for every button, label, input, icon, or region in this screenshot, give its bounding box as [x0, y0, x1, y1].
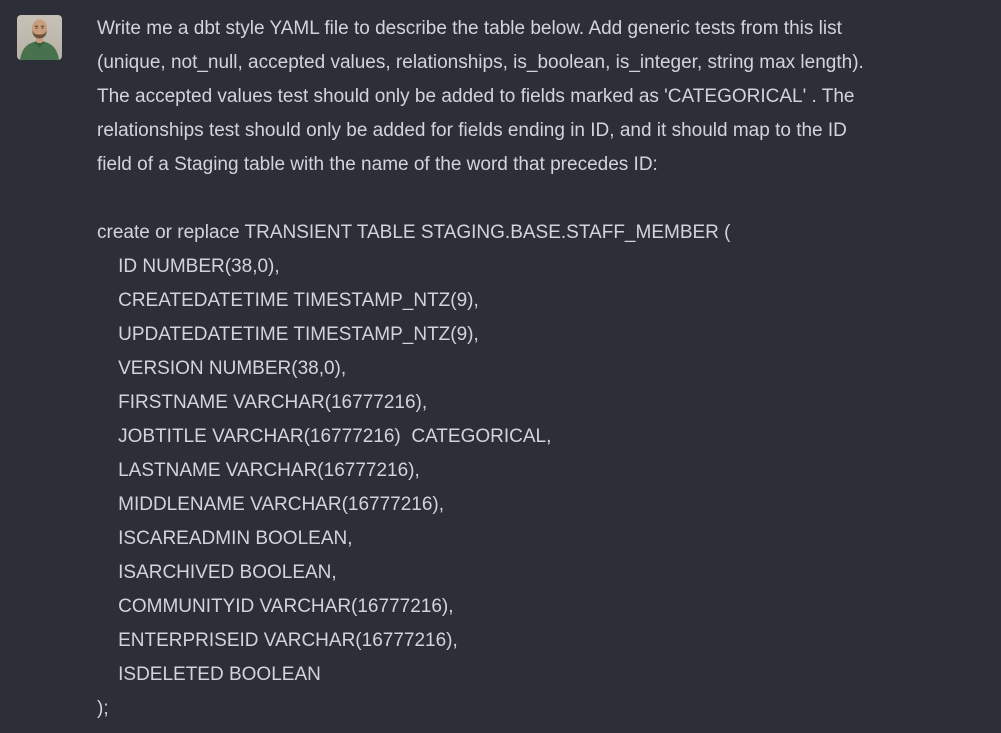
text-line: relationships test should only be added for fields ending in ID, and it should map to the ID [97, 120, 847, 141]
prompt-text [97, 12, 997, 182]
text-line: CREATEDATETIME TIMESTAMP_NTZ(9), [97, 290, 479, 311]
text-line: create or replace TRANSIENT TABLE STAGING.BASE.STAFF_MEMBER ( [97, 222, 731, 243]
text-line: ISCAREADMIN BOOLEAN, [97, 528, 353, 549]
text-line: ); [97, 698, 109, 719]
user-avatar-image [17, 15, 62, 60]
text-line: ID NUMBER(38,0), [97, 256, 280, 277]
text-line: field of a Staging table with the name of the word that precedes ID: [97, 154, 658, 175]
user-avatar [17, 15, 62, 60]
text-line: MIDDLENAME VARCHAR(16777216), [97, 494, 445, 515]
message-content [97, 12, 997, 726]
text-line: ISARCHIVED BOOLEAN, [97, 562, 337, 583]
sql-table-definition [97, 216, 997, 726]
text-line: JOBTITLE VARCHAR(16777216) CATEGORICAL, [97, 426, 552, 447]
text-line: COMMUNITYID VARCHAR(16777216), [97, 596, 454, 617]
text-line: ISDELETED BOOLEAN [97, 664, 321, 685]
text-line: FIRSTNAME VARCHAR(16777216), [97, 392, 428, 413]
text-line: LASTNAME VARCHAR(16777216), [97, 460, 420, 481]
text-line: The accepted values test should only be added to fields marked as 'CATEGORICAL' . The [97, 86, 855, 107]
text-line: UPDATEDATETIME TIMESTAMP_NTZ(9), [97, 324, 479, 345]
text-line: VERSION NUMBER(38,0), [97, 358, 347, 379]
text-line: (unique, not_null, accepted values, relationships, is_boolean, is_integer, string max length). [97, 52, 864, 73]
text-line: Write me a dbt style YAML file to describe the table below. Add generic tests from this list [97, 18, 842, 39]
text-line: ENTERPRISEID VARCHAR(16777216), [97, 630, 458, 651]
